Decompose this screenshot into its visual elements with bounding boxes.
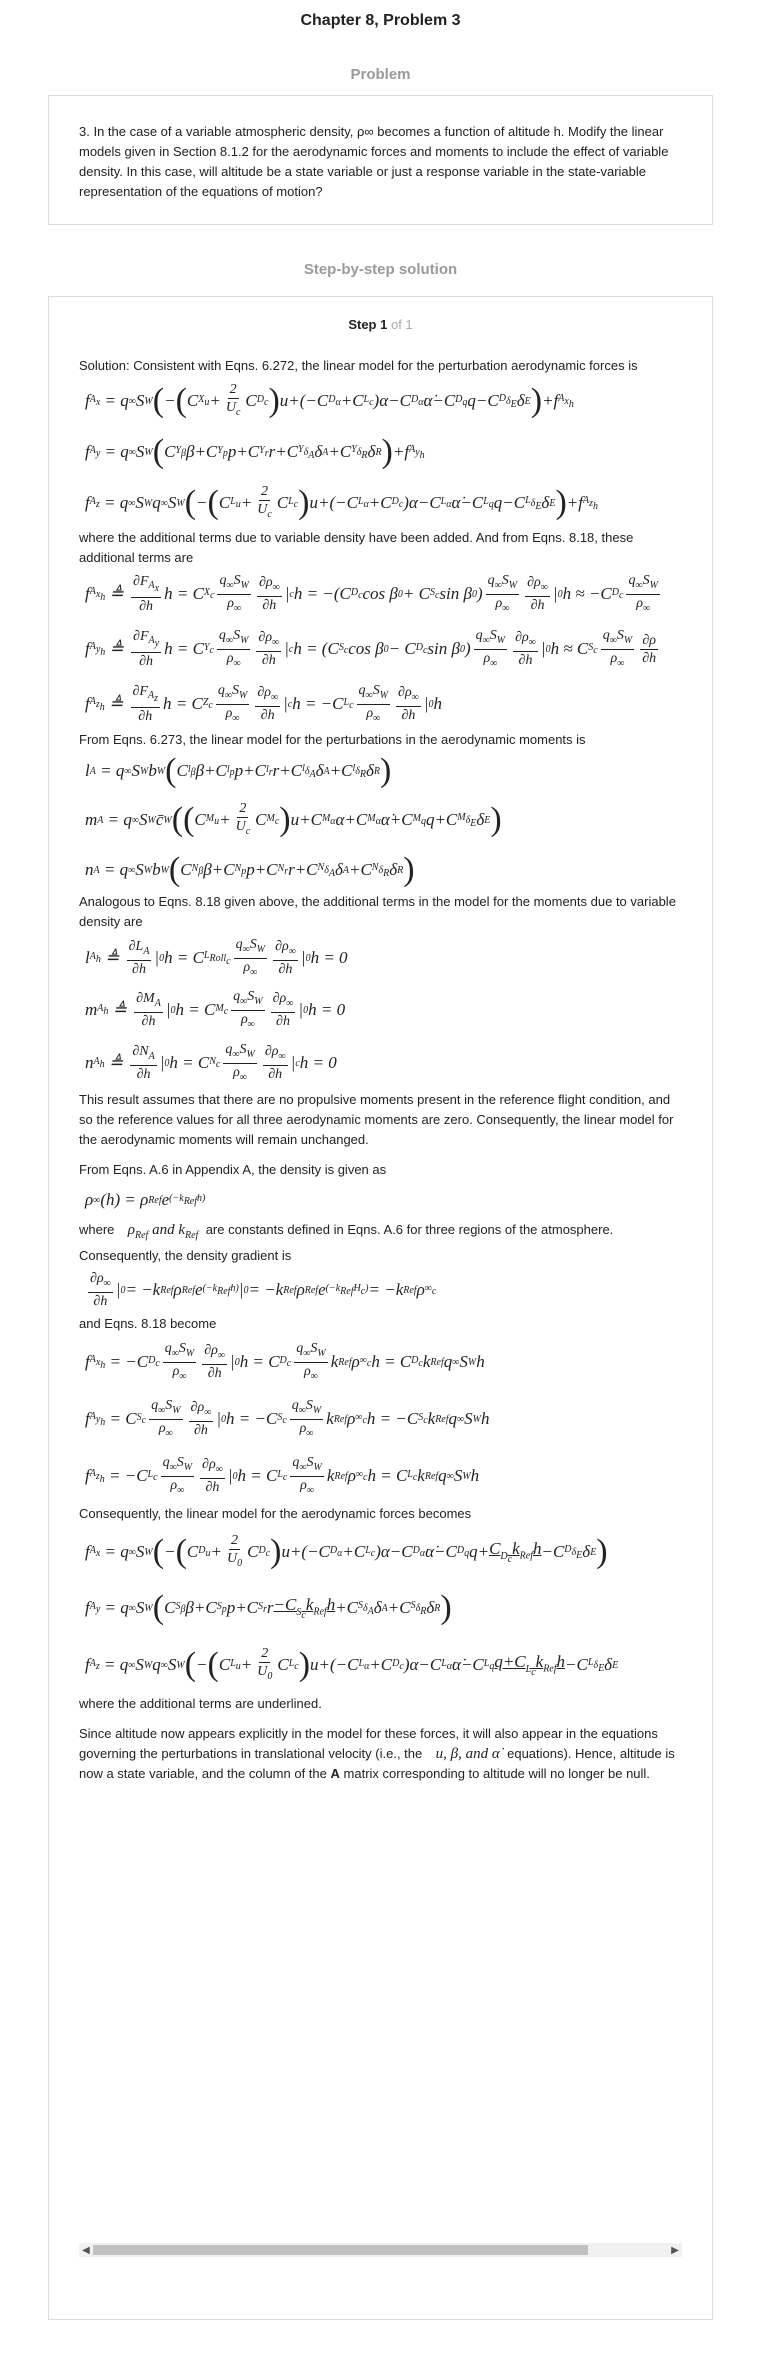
step-count: of 1 xyxy=(390,317,413,332)
equation-moment-n: n A = q ∞ S W b W ( C $N_\beta$ β+C $N_p$ p+C $N_r$ r+C $N_{\delta_A}$ δ A +C $N_{\delta_R}$ δ R ) xyxy=(85,851,415,888)
equation-final-force-x: f $A_x$ = q ∞ S W ( − ( C $D_u$ + $\frac{2}{U_0}$ C $D_c$ ) u+(−C $D_\alpha$ +C $L_c$ )α−C $D_{\alphȧ}$ α̇−C $D_q$ q+ $C_{D_c}k_{Ref}h$ −C $D_{\delta_E}$ δ E ) xyxy=(85,1533,608,1570)
paragraph-part: Since altitude now appears explicitly in the model for these forces, it will also appear in the equations governing the perturbations in translational velocity (i.e., the xyxy=(79,1726,658,1761)
solution-paragraph: and Eqns. 8.18 become xyxy=(79,1316,217,1331)
equation-moment-l-additional: l $A_h$ ≜ $\frac{\partial L_A}{\partial h}$ | 0 h = C $L_{Roll_c}$ $\frac{q_\infty S_W}{\rho_\infty}$ $\frac{\partial\rho_\infty}{\partial h}$ | 0 h = 0 xyxy=(85,936,348,978)
equation-moment-m-additional: m $A_h$ ≜ $\frac{\partial M_A}{\partial h}$ | 0 h = C $M_c$ $\frac{q_\infty S_W}{\rho_\infty}$ $\frac{\partial\rho_\infty}{\partial h}$ | 0 h = 0 xyxy=(85,988,346,1030)
problem-card xyxy=(48,95,713,225)
equation-new-additional-x: f $A_{x_h}$ = −C $D_c$ $\frac{q_\infty S_W}{\rho_\infty}$ $\frac{\partial\rho_\infty}{\partial h}$ | 0 h = C $D_c$ $\frac{q_\infty S_W}{\rho_\infty}$ k Ref ρ $\infty_c$ h = C $D_c$ k Ref q ∞ S W h xyxy=(85,1340,485,1382)
paragraph-part: matrix corresponding to altitude will no longer be null. xyxy=(343,1766,650,1781)
equation-force-z: f $A_z$ = q ∞ S W q ∞ S W ( − ( C $L_u$ + $\frac{2}{U_c}$ C $L_c$ ) u+(−C $L_\alpha$ +C $D_c$ )α−C $L_{\alphȧ}$ α̇−C $L_q$ q−C $L_{\delta_E}$ δ E ) +f $A_{z_h}$ xyxy=(85,484,598,521)
equation-force-x: f $A_x$ = q ∞ S W ( − ( C $X_u$ + $\frac{2}{U_c}$ C $D_c$ ) u+(−C $D_\alpha$ +C $L_c$ )α−C $D_{\alphȧ}$ α̇−C $D_q$ q−C $D_{\delta_E}$ δ E ) +f $A_{x_h}$ xyxy=(85,382,574,419)
solution-paragraph xyxy=(79,1220,682,1246)
solution-paragraph: Analogous to Eqns. 8.18 given above, the additional terms in the model for the moments due to variable density are xyxy=(79,894,676,929)
scroll-left-icon[interactable]: ◀ xyxy=(82,2244,90,2256)
solution-paragraph: This result assumes that there are no propulsive moments present in the reference flight condition, and so the reference values for all three aerodynamic moments are zero. Consequently, the linear model for the aerodynamic moments will remain unchanged. xyxy=(79,1092,674,1147)
inline-equation-state-vars: u, β, and α̇ xyxy=(431,1746,504,1762)
paragraph-part: equations). Hence, altitude is now a state variable, and the column of the xyxy=(79,1746,675,1781)
step-title xyxy=(79,317,682,332)
scroll-thumb[interactable] xyxy=(93,2245,588,2255)
equation-final-force-y: f $A_y$ = q ∞ S W ( C $S_\beta$ β+C $S_p$ p+C $S_r$ r $-C_{S_c}k_{Ref}h$ +C $S_{\delta_A}$ δ A +C $S_{\delta_R}$ δ R ) xyxy=(85,1589,452,1626)
scroll-right-icon[interactable]: ▶ xyxy=(671,2244,679,2256)
equation-additional-x: f $A_{x_h}$ ≜ $\frac{\partial F_{A_x}}{\partial h}$ h = C $X_c$ $\frac{q_\infty S_W}{\rho_\infty}$ $\frac{\partial\rho_\infty}{\partial h}$ | c h = −(C $D_c$ cos β 0 + C $S_c$ sin β 0 ) $\frac{q_\infty S_W}{\rho_\infty}$ $\frac{\partial\rho_\infty}{\partial h}$ | 0 h ≈ −C $D_c$ $\frac{q_\infty S_W}{\rho_\infty}$ xyxy=(85,572,658,615)
solution-paragraph xyxy=(79,1724,682,1784)
equation-additional-y: f $A_{y_h}$ ≜ $\frac{\partial F_{A_y}}{\partial h}$ h = C $Y_c$ $\frac{q_\infty S_W}{\rho_\infty}$ $\frac{\partial\rho_\infty}{\partial h}$ | c h = (C $S_c$ cos β 0 − C $D_c$ sin β 0 ) $\frac{q_\infty S_W}{\rho_\infty}$ $\frac{\partial\rho_\infty}{\partial h}$ | 0 h ≈ C $S_c$ $\frac{q_\infty S_W}{\rho_\infty}$ $\frac{\partial\rho}{\partial h}$ xyxy=(85,627,657,670)
paragraph-part: are constants defined in Eqns. A.6 for three regions of the atmosphere. xyxy=(205,1222,614,1237)
solution-paragraph: where the additional terms due to variable density have been added. And from Eqns. 8.18, these additional terms are xyxy=(79,530,634,565)
horizontal-scrollbar[interactable] xyxy=(79,2243,682,2257)
problem-heading: Problem xyxy=(350,66,411,83)
equation-additional-z: f $A_{z_h}$ ≜ $\frac{\partial F_{A_z}}{\partial h}$ h = C $Z_c$ $\frac{q_\infty S_W}{\rho_\infty}$ $\frac{\partial\rho_\infty}{\partial h}$ | c h = −C $L_c$ $\frac{q_\infty S_W}{\rho_\infty}$ $\frac{\partial\rho_\infty}{\partial h}$ | 0 h xyxy=(85,682,442,725)
equation-density-gradient: $\frac{\partial\rho_\infty}{\partial h}$ | 0 = −k Ref ρ Ref e $(-k_{Ref}h)$ | 0 = −k Ref ρ Ref e $(-k_{Ref}H_c)$ = −k Ref ρ $\infty_c$ xyxy=(90,1271,437,1309)
solution-paragraph: where the additional terms are underlined. xyxy=(79,1696,322,1711)
equation-final-force-z: f $A_z$ = q ∞ S W q ∞ S W ( − ( C $L_u$ + $\frac{2}{U_0}$ C $L_c$ ) u+(−C $L_\alpha$ +C $D_c$ )α−C $L_{\alphȧ}$ α̇−C $L_q$ $q+C_{L_c}k_{Ref}h$ −C $L_{\delta_E}$ δ E xyxy=(85,1646,619,1683)
solution-card xyxy=(48,296,713,2320)
scroll-track[interactable] xyxy=(93,2245,668,2255)
matrix-name: A xyxy=(330,1766,340,1781)
step-label: Step 1 xyxy=(348,317,388,332)
problem-text: 3. In the case of a variable atmospheric density, ρ∞ becomes a function of altitude h. Modify the linear models given in Section 8.1.2 for the aerodynamic forces and moments to include the effect of variable density. In this case, will altitude be a state variable or just a response variable in the state-variable representation of the equations of motion? xyxy=(79,124,669,199)
solution-paragraph: Consequently, the linear model for the aerodynamic forces becomes xyxy=(79,1506,472,1521)
equation-moment-l: l A = q ∞ S W b W ( C $l_\beta$ β+C $l_p$ p+C $l_r$ r+C $l_{\delta_A}$ δ A +C $l_{\delta_R}$ δ R ) xyxy=(85,752,392,789)
equation-density: ρ ∞ (h) = ρ Ref e $(-k_{Ref}h)$ xyxy=(85,1190,206,1209)
solution-paragraph: Consequently, the density gradient is xyxy=(79,1248,292,1263)
paragraph-part: where xyxy=(79,1222,115,1237)
equation-force-y: f $A_y$ = q ∞ S W ( C $Y_\beta$ β+C $Y_p$ p+C $Y_r$ r+C $Y_{\delta_A}$ δ A +C $Y_{\delta_R}$ δ R ) +f $A_{y_h}$ xyxy=(85,433,425,470)
equation-new-additional-y: f $A_{y_h}$ = C $S_c$ $\frac{q_\infty S_W}{\rho_\infty}$ $\frac{\partial\rho_\infty}{\partial h}$ | 0 h = −C $S_c$ $\frac{q_\infty S_W}{\rho_\infty}$ k Ref ρ $\infty_c$ h = −C $S_c$ k Ref q ∞ S W h xyxy=(85,1397,490,1439)
equation-moment-m: m A = q ∞ S W c̄ W ( ( C $M_u$ + $\frac{2}{U_c}$ C $M_c$ ) u+C $M_\alpha$ α+C $M_{\alphȧ}$ α̇+C $M_q$ q+C $M_{\delta_E}$ δ E ) xyxy=(85,801,502,838)
solution-paragraph: From Eqns. 6.273, the linear model for the perturbations in the aerodynamic moments is xyxy=(79,732,586,747)
solution-paragraph: Solution: Consistent with Eqns. 6.272, the linear model for the perturbation aerodynamic forces is xyxy=(79,358,638,373)
equation-moment-n-additional: n $A_h$ ≜ $\frac{\partial N_A}{\partial h}$ | 0 h = C $N_c$ $\frac{q_\infty S_W}{\rho_\infty}$ $\frac{\partial\rho_\infty}{\partial h}$ | c h = 0 xyxy=(85,1041,337,1083)
solution-heading: Step-by-step solution xyxy=(303,261,458,278)
page-title: Chapter 8, Problem 3 xyxy=(300,12,461,29)
solution-paragraph: From Eqns. A.6 in Appendix A, the density is given as xyxy=(79,1162,387,1177)
equation-new-additional-z: f $A_{z_h}$ = −C $L_c$ $\frac{q_\infty S_W}{\rho_\infty}$ $\frac{\partial\rho_\infty}{\partial h}$ | 0 h = C $L_c$ $\frac{q_\infty S_W}{\rho_\infty}$ k Ref ρ $\infty_c$ h = C $L_c$ k Ref q ∞ S W h xyxy=(85,1454,480,1496)
inline-equation-constants: $\rho_{Ref}$ and $k_{Ref}$ xyxy=(124,1222,199,1238)
